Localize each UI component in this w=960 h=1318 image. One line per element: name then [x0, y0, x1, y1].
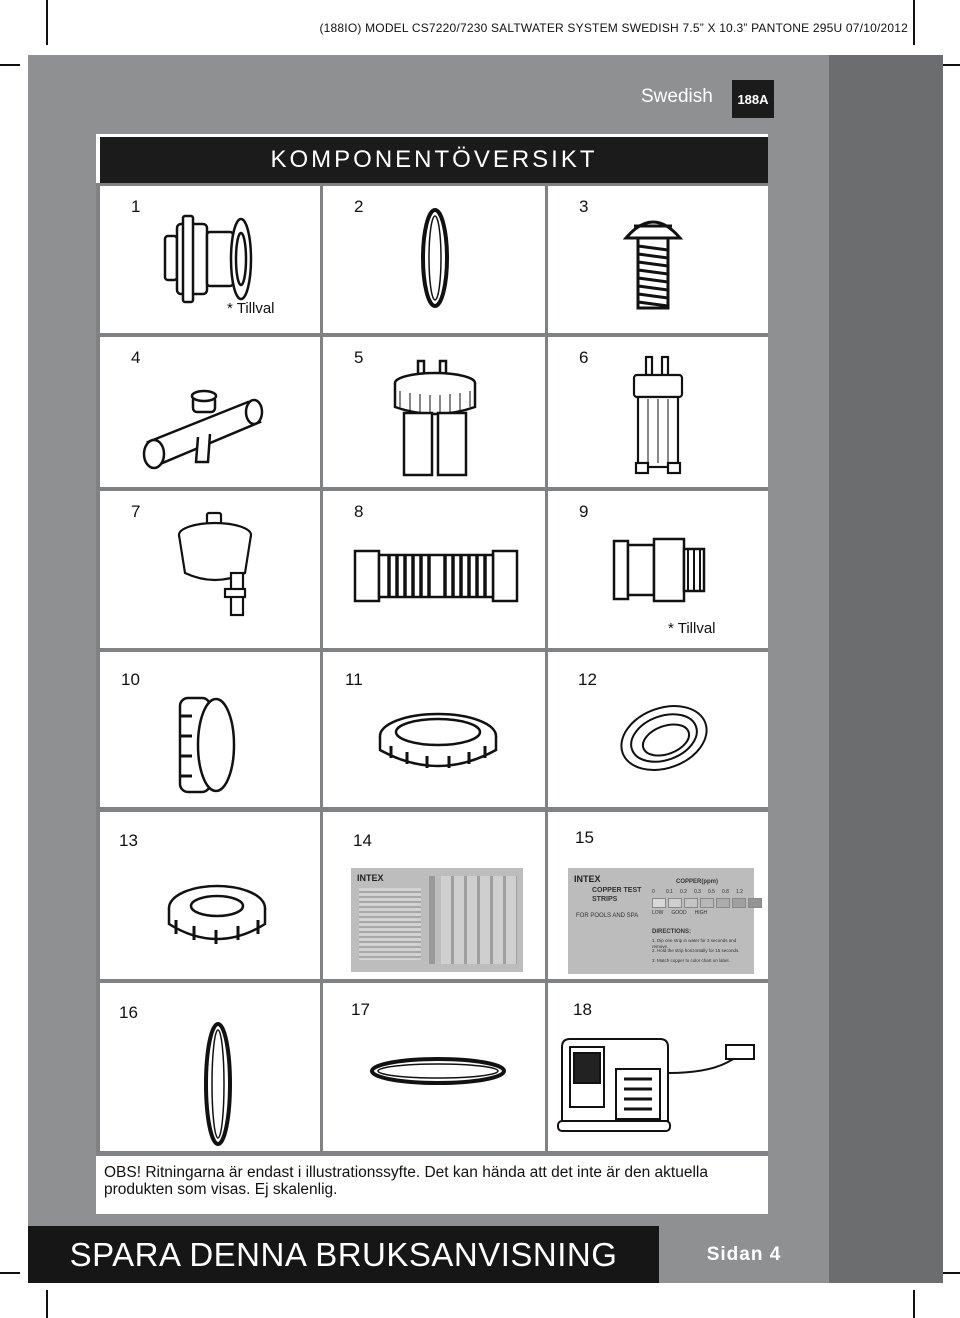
component-cell-12	[548, 652, 768, 807]
crop-mark	[46, 0, 48, 45]
component-cell-15	[548, 812, 768, 979]
page-number: Sidan 4	[659, 1226, 829, 1283]
language-code-badge: 188A	[732, 80, 774, 118]
component-cell-14	[323, 812, 545, 979]
strip-scale-title: COPPER(ppm)	[676, 879, 718, 885]
component-number: 1	[131, 197, 141, 216]
component-cell-11	[323, 652, 545, 807]
component-cell-3	[548, 186, 768, 333]
component-number: 14	[353, 831, 372, 850]
disclaimer-box	[96, 1153, 768, 1214]
component-cell-1	[100, 186, 320, 333]
strip-brand: INTEX	[574, 874, 601, 884]
crop-mark	[0, 1272, 20, 1274]
flexible-hose-icon	[351, 541, 521, 611]
strip-product-name: COPPER TEST STRIPS	[592, 887, 642, 903]
crop-mark	[0, 64, 20, 66]
scale-value: 0.2	[680, 889, 687, 895]
print-info-line: (188IO) MODEL CS7220/7230 SALTWATER SYSTEM SWEDISH 7.5” X 10.3” PANTONE 295U 07/10/2012	[319, 21, 908, 35]
component-number: 11	[345, 670, 363, 689]
cell-housing-cap-icon	[175, 509, 255, 629]
component-number: 7	[131, 502, 141, 521]
component-number: 10	[121, 670, 140, 689]
component-cell-5	[323, 337, 545, 487]
strip-directions-title: DIRECTIONS:	[652, 929, 691, 935]
lock-nut-icon	[162, 880, 272, 960]
crop-mark	[913, 0, 915, 45]
component-cell-17	[323, 983, 545, 1151]
scale-value: 0.5	[708, 889, 715, 895]
component-cell-7	[100, 491, 320, 648]
disclaimer-text: OBS! Ritningarna är endast i illustrationssyfte. Det kan hända att det inte är den aktuella produkten som visas. Ej skalenlig.	[104, 1164, 708, 1198]
control-unit-icon	[556, 1033, 766, 1143]
component-cell-16	[100, 983, 320, 1151]
flat-gasket-icon	[368, 1054, 508, 1088]
component-cell-2	[323, 186, 545, 333]
crop-mark	[46, 1290, 48, 1318]
scale-word: HIGH	[694, 910, 708, 916]
scale-value: 0.3	[694, 889, 701, 895]
component-number: 3	[579, 197, 589, 216]
optional-note: * Tillval	[227, 300, 275, 317]
strip-subtitle: FOR POOLS AND SPA	[576, 913, 639, 919]
component-number: 12	[578, 670, 597, 689]
footer-title: SPARA DENNA BRUKSANVISNING	[28, 1226, 659, 1283]
strip-direction: 1. Dip one strip in water for 3 seconds and remove.	[652, 938, 737, 949]
language-label: Swedish	[641, 86, 713, 107]
component-number: 4	[131, 348, 141, 367]
ring-nut-icon	[373, 702, 503, 782]
component-number: 8	[354, 502, 364, 521]
adapter-icon	[610, 531, 710, 611]
electrode-cap-icon	[390, 355, 480, 480]
crop-mark	[940, 1272, 960, 1274]
optional-note: * Tillval	[668, 620, 716, 637]
nut-side-icon	[172, 690, 242, 800]
scale-word: LOW	[652, 910, 664, 916]
component-cell-10	[100, 652, 320, 807]
strip-direction: 3. Match copper to color chart on label.	[652, 958, 730, 963]
gasket-icon	[614, 700, 714, 780]
valve-body-icon	[138, 382, 268, 472]
component-number: 18	[573, 1000, 592, 1019]
scale-value: 0	[652, 889, 655, 895]
scale-word: GOOD	[671, 910, 687, 916]
component-cell-9	[548, 491, 768, 648]
screw-icon	[618, 208, 688, 318]
component-number: 6	[579, 348, 589, 367]
test-strip-pack-icon	[351, 868, 523, 972]
component-number: 17	[351, 1000, 370, 1019]
strip-brand: INTEX	[357, 873, 384, 883]
electrode-cell-icon	[624, 353, 694, 478]
crop-mark	[913, 1290, 915, 1318]
scale-value: 0.1	[666, 889, 673, 895]
copper-test-strip-icon	[568, 868, 754, 974]
component-cell-18	[548, 983, 768, 1151]
component-cell-6	[548, 337, 768, 487]
scale-value: 1.2	[736, 889, 743, 895]
strip-direction: 2. Hold the strip horizontally for 15 seconds.	[652, 948, 740, 953]
component-cell-13	[100, 812, 320, 979]
component-cell-8	[323, 491, 545, 648]
page-title: KOMPONENTÖVERSIKT	[100, 137, 768, 183]
crop-mark	[940, 64, 960, 66]
component-number: 2	[354, 197, 364, 216]
component-number: 15	[575, 828, 594, 847]
component-cell-4	[100, 337, 320, 487]
scale-value: 0.8	[722, 889, 729, 895]
component-number: 16	[119, 1003, 138, 1022]
component-number: 5	[354, 348, 364, 367]
o-ring-icon	[415, 203, 455, 313]
component-number: 13	[119, 831, 138, 850]
large-o-ring-icon	[198, 1019, 238, 1149]
page-side-strip	[829, 55, 943, 1283]
component-number: 9	[579, 502, 589, 521]
